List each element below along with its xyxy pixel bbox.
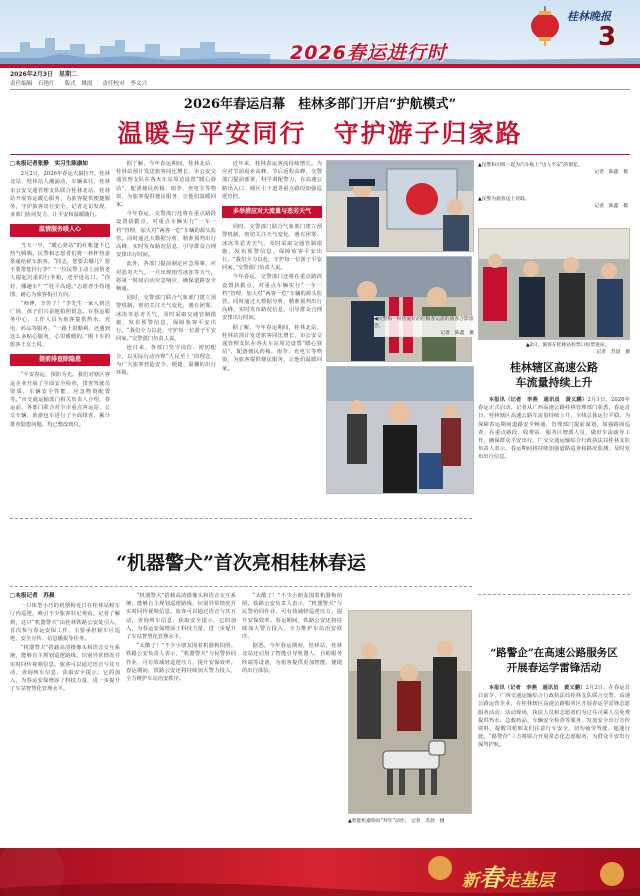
caption-credit: 记者 陈鑫 摄 [594,170,628,175]
article-paragraph: 此外，各部门提前制定应急预案，应对恶劣天气。一旦出现雨雪冰冻等天气，将第一时间启动应急响应，确保道路安全畅通。 [116,261,216,293]
photo-illustration [327,161,474,252]
caption-credit: 记者 苏晨 摄 [596,350,630,355]
caption-text: ▲民警和司机一起为汽车贴上“出入平安”的窗花。 [478,163,583,168]
article-paragraph: “平安春运，预防为先。我们对辖区客运企业开展了全面安全检查，排查驾驶员资质、车辆安全性能、应急物资配置等。”市交通运输部门相关负责人介绍，春运前，各部门联合对全市重点客运站、公交车辆、旅游包车进行了全面排查，累计排查隐患问题，均已整改到位。 [10,372,110,428]
photo-illustration [327,367,474,494]
robot-article-col-1 [10,592,120,844]
caption-credit: 记者 陈鑫 摄 [594,204,628,209]
lantern-icon [528,6,562,46]
main-article-byline: □本报记者张静 实习生陈康如 [10,161,89,167]
article-paragraph [478,396,630,462]
article-paragraph: 今年春运，交警部门还将在重点路段设置执勤点，对重点车辆实行“一车一档”管理，加大对“两客一危”车辆的源头监管。同时通过大数据分析，精准预判出行高峰，实时发布路况信息，引导群众合理安排出行时间。 [222,274,322,322]
article-paragraph: 一只体型小巧的机器狗近日在桂林站候车厅内巡逻，吸引不少旅客驻足观看。记者了解到，这只“机器警犬”由桂林铁路公安处引入，首次参与春运安保工作，主要承担候车区巡逻、安全宣传、信息播报等任务。 [10,603,120,643]
caption-text: ▲智能机器狗向“拜年”动作。 [348,819,410,824]
section-divider [10,518,472,519]
headline-kicker: 2026年春运启幕 桂林多部门开启“护航模式” [183,97,457,112]
masthead-divider [0,64,640,68]
main-headline: 温暖与平安同行 守护游子归家路 [117,119,523,148]
article-paragraph: “机器警犬”搭载高清摄像头和语音交互系统，能够自主规划巡逻路线，识别异常情况并实时回传视频信息。旅客可以通过语音与其互动，查询列车信息、获取安全提示。它的加入，为春运安保增添了科技力量，进一步提升了车站智慧化管理水平。 [126,593,236,641]
article-paragraph: “太酷了！”不少小朋友围着机器狗拍照。铁路公安负责人表示，“机器警犬”与民警协同作业，可有效减轻巡逻压力，提升安保效率。春运期间，铁路公安还将持续加大警力投入，全力维护车站治安秩序。 [126,643,236,683]
highway-article-body [478,396,630,586]
robot-article-byline: □本报记者 苏晨 [10,593,55,599]
photo-couplets [326,256,472,362]
headline-divider [10,154,630,155]
main-article-col-1 [10,160,110,580]
photo-3-caption [374,316,474,337]
article-paragraph: “师傅，辛苦了！”李先生一家人到达广场，孩子们兴奋地拍照留念。在春运服务中心，工作人员为旅客提供热水、充电、药品等服务。“一路上很顺利，还遇到这么多贴心服务，心里暖暖的。”刚下车的旅客王女士说。 [10,301,110,349]
subhead-weather: 多举措应对大流量与恶劣天气 [222,206,322,218]
photo-gate-checkin [478,228,630,340]
article-paragraph: 据悉，今年春运期间，桂林站、桂林北站还启用了智能引导机器人、自助服务终端等设备，为旅客提供更加智能、便捷的出行体验。 [242,643,342,674]
robot-photo-caption [348,818,472,825]
photo-police-window-sticker [326,160,474,252]
issue-date: 2026年2月3日 星期二 [10,71,78,78]
page-number: 3 [598,22,617,52]
title-line: 车流量持续上升 [515,376,593,389]
banner-title: 2026春运进行时 [290,42,447,64]
photo-robot-dog [348,610,472,814]
article-paragraph: “机器警犬”搭载高清摄像头和语音交互系统，能够自主规划巡逻路线，识别异常情况并实时回传视频信息。旅客可以通过语音与其互动，查询列车信息、获取安全提示。它的加入，为春运安保增添了科技力量，进一步提升了车站智慧化管理水平。 [10,645,120,693]
issue-meta [10,70,630,89]
caption-text: ▲民警为旅客送上对联。 [478,197,530,202]
roadside-article-title [478,646,630,676]
slogan-part: 走基层 [503,871,554,891]
article-paragraph [478,684,630,750]
article-body-text: 2月1日，2026年春运正式启动。记者从广西高速公路桂林管理部门获悉，春运首日，桂林辖区高速公路车流量持续上升，全线总体运行平稳。为保障春运期间道路安全畅通，管理部门提前谋划，加强路面巡查，在重点路段、收费站、服务区增派人员，做好车流疏导工作，确保群众平安出行。广交交通运输综合行政执法局桂林支队负责人表示，春运期间将持续加强道路巡查和路况监测，及时发布出行信息。 [478,397,630,461]
caption-text: ▲2日，旅客在桂林站检票口检票进站。 [526,343,610,348]
caption-credit: 记者 苏晨 摄 [410,819,445,824]
section-divider [478,594,630,595]
title-line: 桂林辖区高速公路 [510,361,598,374]
slogan-part: 新 [462,871,479,891]
robot-article-col-2 [126,592,236,844]
article-paragraph: 同时，交警部门联合气象部门建立预警机制，密切关注天气变化，遇有团雾、冰冻等恶劣天气，及时采取交通管制措施，发布预警信息，保障旅客平安出行。“我们全力以赴，守护每一位游子平安回家。”交警部门负责人说。 [222,224,322,272]
roadside-article-body [478,684,630,844]
caption-credit: 记者 陈鑫 摄 [440,331,474,336]
article-paragraph: 近年来，桂林春运客流持续增长。为应对节前返乡高峰、节后返程高峰，交警部门提前部署，科学调配警力，在高速公路出入口、城区主干道等重点路段加强巡逻管控。 [222,161,322,200]
robot-article-col-3 [242,592,342,844]
main-article-col-2 [116,160,216,580]
article-paragraph: 今年春运，交警部门还将在重点路段设置执勤点，对重点车辆实行“一车一档”管理，加大对“两客一危”车辆的源头监管。同时通过大数据分析，精准预判出行高峰，实时发布路况信息，引导群众合理安排出行时间。 [116,211,216,259]
article-body-text: 2月2日，在春运首日前夕，广西交通运输综合行政执法局桂林支队联合交警、高速公路运营企业，在桂林辖区高速公路服务区开展春运学雷锋志愿服务活动。活动现场，执法人员和志愿者们为过往司乘人员免费提供热水、急救药品、车辆安全检查等服务，发放安全出行宣传资料，提醒司机朋友们注意行车安全，切勿疲劳驾驶、超速行驶。“路警企”三方将联合开展常态化志愿服务，为群众平安出行保驾护航。 [478,685,630,749]
article-paragraph: 当天一早，“暖心驿站”的红帐篷下已热气腾腾。民警和志愿者们将一杯杯热姜茶递给候车旅客。“同志，您要去哪儿？要不要帮您拎行李？”一位民警主动上前帮老人提起沉重的行李箱，送至进站口。“你好，哪趟车？”“桂平高速。”志愿者手持地图，耐心为旅客指引方向。 [10,242,110,298]
robot-article-title: “机器警犬”首次亮相桂林春运 [116,552,366,574]
photo-2-caption [478,196,628,210]
photo-illustration [327,257,472,362]
section-divider [10,586,472,587]
photo-illustration [479,229,630,340]
meta-divider [10,89,630,90]
slogan-part: 春 [479,864,503,892]
article-byline: 本报讯（记者 李燕 通讯员 黄义鹏） [488,685,586,691]
subhead-warm-service: 温情服务暖人心 [10,224,110,236]
caption-text: ◀民警和一样热爱好的红帽春运游的旅客合影留念。 [374,317,474,329]
photo-traveler-with-suitcase [326,366,474,494]
title-line: “路警企”在高速公路服务区 [490,647,618,659]
photo-1-caption [478,162,628,176]
title-line: 开展春运学雷锋活动 [506,662,602,674]
subhead-hazard-check: 提前排查除隐患 [10,354,110,366]
main-article-col-3 [222,160,322,580]
editor-credit: 责任编辑 石艳红 [10,81,55,87]
layout-credit: 版式 姚霞 [64,81,93,87]
footer-banner [0,848,640,896]
article-paragraph: 据了解，今年春运期间，桂林北站、桂林站预计发送旅客同比增长，市公安交通管理支队在各火车站周边设置“暖心驿站”，配备便民药箱、雨伞、充电宝等物资，为旅客提供便民服务，让他们温暖回家。 [116,161,216,209]
newspaper-brand: 桂林晚报 [567,10,611,23]
proofreader-credit: 责任校对 李义兴 [102,81,148,87]
article-paragraph: 2月2日，2026年春运大幕拉开。桂林北站、桂林站人潮涌动，车辆来往。桂林市公安交通管理支队联合桂林北站、桂林站开展春运暖心服务，为旅客提供便捷服务，守护旅客出行安全。记者走访发现，多部门协同发力，让平安和温暖随行。 [10,171,110,219]
article-paragraph: 连日来，各部门坚守岗位、密切配合，以实际行动诠释“人民至上”的理念，为广大旅客营造安全、便捷、温馨的出行环境。 [116,345,216,377]
article-paragraph: 同时，交警部门联合气象部门建立预警机制，密切关注天气变化，遇有团雾、冰冻等恶劣天气，及时采取交通管制措施，发布预警信息，保障旅客平安出行。“我们全力以赴，守护每一位游子平安回家。”交警部门负责人说。 [116,295,216,343]
photo-illustration [349,611,472,814]
masthead [0,0,640,64]
article-paragraph: 据了解，今年春运期间，桂林北站、桂林站预计发送旅客同比增长，市公安交通管理支队在各火车站周边设置“暖心驿站”，配备便民药箱、雨伞、充电宝等物资，为旅客提供便民服务，让他们温暖回家。 [222,324,322,372]
article-byline: 本报讯（记者 李燕 通讯员 黄义鹏） [488,397,588,403]
article-paragraph: “太酷了！”不少小朋友围着机器狗拍照。铁路公安负责人表示，“机器警犬”与民警协同作业，可有效减轻巡逻压力，提升安保效率。春运期间，铁路公安还将持续加大警力投入，全力维护车站治安秩序。 [242,593,342,641]
photo-4-caption [526,342,630,356]
footer-slogan [462,858,554,893]
highway-article-title [478,360,630,390]
